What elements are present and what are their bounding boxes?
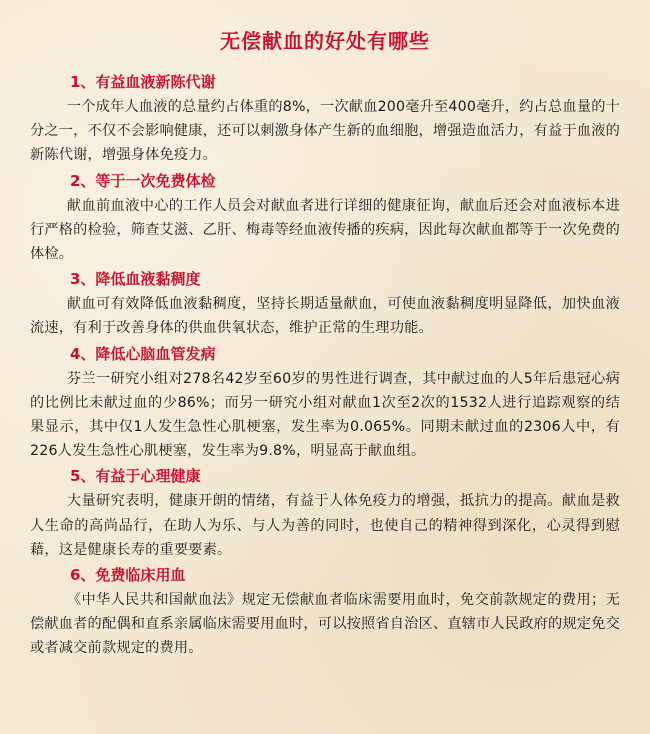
section-3 — [30, 267, 620, 340]
section-1 — [30, 70, 620, 168]
section-6 — [30, 563, 620, 661]
section-body: 芬兰一研究小组对278名42岁至60岁的男性进行调查，其中献过血的人5年后患冠心病的比例比未献过血的少86%；而另一研究小组对献血1次至2次的1532人进行追踪观察的结果显示，其中仅1人发生急性心肌梗塞，发生率为0.065%。同期未献过血的2306人中，有226人发生急性心肌梗塞，发生率为9.8%，明显高于献血组。 — [30, 370, 620, 460]
section-heading: 6、免费临床用血 — [70, 566, 186, 585]
section-heading: 4、降低心脑血管发病 — [70, 344, 216, 363]
section-4 — [30, 342, 620, 464]
section-heading: 5、有益于心理健康 — [70, 467, 201, 486]
section-body: 《中华人民共和国献血法》规定无偿献血者临床需要用血时，免交前款规定的费用；无偿献血者的配偶和直系亲属临床需要用血时，可以按照省自治区、直辖市人民政府的规定免交或者减交前款规定的费用。 — [30, 592, 620, 657]
section-heading: 3、降低血液黏稠度 — [70, 270, 201, 289]
section-body: 献血前血液中心的工作人员会对献血者进行详细的健康征询，献血后还会对血液标本进行严格的检验，筛查艾滋、乙肝、梅毒等经血液传播的疾病，因此每次献血都等于一次免费的体检。 — [30, 197, 620, 263]
section-heading: 2、等于一次免费体检 — [70, 171, 216, 190]
section-2 — [30, 169, 620, 267]
section-heading: 1、有益血液新陈代谢 — [70, 73, 216, 91]
section-body: 献血可有效降低血液黏稠度，坚持长期适量献血，可使血液黏稠度明显降低，加快血液流速，有利于改善身体的供血供氧状态，维护正常的生理功能。 — [30, 296, 620, 337]
page-title: 无偿献血的好处有哪些 — [220, 29, 430, 53]
section-body: 大量研究表明，健康开朗的情绪，有益于人体免疫力的增强，抵抗力的提高。献血是救人生命的高尚品行，在助人为乐、与人为善的同时，也使自己的精神得到深化，心灵得到慰藉，这是健康长寿的重要要素。 — [30, 493, 620, 558]
section-5 — [30, 464, 620, 562]
section-body: 一个成年人血液的总量约占体重的8%，一次献血200毫升至400毫升，约占总血量的十分之一，不仅不会影响健康，还可以刺激身体产生新的血细胞，增强造血活力，有益于血液的新陈代谢，增强身体免疫力。 — [30, 99, 620, 164]
